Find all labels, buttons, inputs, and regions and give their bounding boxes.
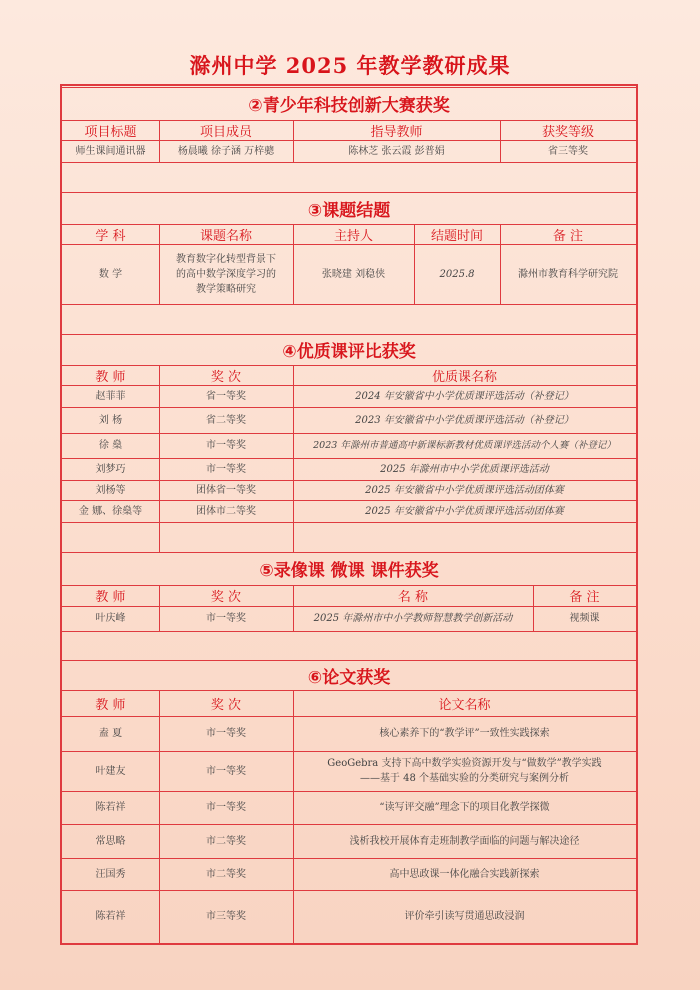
table-cell: 杨晨曦 徐子涵 万梓骢	[177, 145, 275, 157]
table-cell: 市一等奖	[206, 613, 246, 624]
table-cell: 叶建友	[95, 765, 126, 777]
table-cell: 滁州市教育科学研究院	[518, 268, 618, 280]
table-cell: 陈若祥	[95, 911, 126, 922]
table-cell: GeoGebra 支持下高中数学实验资源开发与“做数学”教学实践 ——基于 48 个基础实验的分类研究与案例分析	[327, 758, 602, 784]
table-cell: “读写评交融”理念下的项目化教学探微	[379, 802, 550, 813]
column-header: 备 注	[569, 590, 600, 605]
table-cell: 赵菲菲	[95, 390, 126, 402]
table-cell: 市三等奖	[206, 911, 246, 922]
table-cell: 省二等奖	[206, 414, 246, 426]
table-cell: 市一等奖	[206, 463, 246, 475]
table-cell: 视频课	[569, 613, 600, 624]
column-header: 教 师	[95, 697, 126, 713]
table-cell: 市一等奖	[206, 765, 246, 777]
column-header: 名 称	[397, 590, 429, 605]
column-header: 奖 次	[210, 590, 242, 605]
table-cell: 市二等奖	[206, 868, 246, 880]
column-header: 学 科	[95, 228, 126, 244]
table-cell: 陈若祥	[95, 802, 126, 813]
table-cell: 市一等奖	[206, 728, 246, 739]
table-cell: 2024 年安徽省中小学优质课评选活动（补登记）	[355, 390, 574, 402]
table-cell: 2025 年安徽省中小学优质课评选活动团体赛	[365, 484, 564, 496]
column-header: 奖 次	[210, 697, 242, 713]
column-header: 项目标题	[84, 124, 137, 140]
column-header: 奖 次	[210, 369, 242, 385]
table-cell: 市一等奖	[206, 802, 246, 813]
results-table-frame	[60, 84, 638, 945]
table-cell: 陈林芝 张云霞 彭普娟	[348, 145, 445, 157]
table-cell: 团体省一等奖	[196, 484, 256, 496]
table-cell: 市二等奖	[206, 835, 246, 847]
section-heading-quality-lessons: ④优质课评比获奖	[282, 342, 416, 362]
table-cell: 省一等奖	[206, 390, 246, 402]
section-heading-tech-innovation: ②青少年科技创新大赛获奖	[248, 96, 450, 116]
column-header: 优质课名称	[431, 369, 497, 385]
column-header: 项目成员	[199, 124, 252, 140]
table-cell: 2025.8	[439, 268, 475, 280]
table-cell: 盍 夏	[98, 728, 123, 739]
table-cell: 高中思政课一体化融合实践新探索	[389, 868, 540, 880]
column-header: 教 师	[95, 590, 126, 605]
table-cell: 2023 年安徽省中小学优质课评选活动（补登记）	[355, 414, 574, 426]
table-cell: 叶庆峰	[95, 613, 126, 624]
table-cell: 师生课间通讯器	[75, 145, 146, 157]
section-heading-papers: ⑥论文获奖	[307, 667, 391, 688]
table-cell: 数 学	[98, 268, 123, 280]
table-cell: 刘 杨	[98, 414, 123, 426]
table-cell: 金 娜、徐燊等	[78, 505, 143, 517]
table-cell: 省三等奖	[548, 145, 588, 157]
table-cell: 2025 年滁州市中小学教师智慧教学创新活动	[313, 613, 513, 624]
section-heading-video-courses: ⑤录像课 微课 课件获奖	[259, 561, 439, 581]
column-header: 主持人	[333, 228, 373, 244]
column-header: 论文名称	[438, 697, 491, 713]
column-header: 结题时间	[430, 228, 483, 244]
table-cell: 常思略	[95, 835, 126, 847]
section-heading-research-project: ③课题结题	[307, 200, 391, 221]
column-header: 课题名称	[199, 228, 252, 244]
column-header: 备 注	[552, 228, 584, 244]
table-cell: 市一等奖	[206, 440, 246, 451]
table-cell: 汪国秀	[95, 868, 126, 880]
table-cell: 2023 年滁州市普通高中新课标新教材优质课评选活动个人赛（补登记）	[313, 440, 616, 451]
column-header: 指导教师	[370, 124, 423, 140]
table-cell: 刘杨等	[95, 484, 126, 496]
table-cell: 教育数字化转型背景下 的高中数学深度学习的 教学策略研究	[176, 253, 276, 295]
table-cell: 评价牵引读写贯通思政浸润	[404, 911, 525, 922]
column-header: 获奖等级	[541, 124, 594, 140]
table-cell: 核心素养下的“教学评”一致性实践探索	[379, 728, 550, 739]
table-cell: 2025 年滁州市中小学优质课评选活动	[380, 463, 549, 475]
table-cell: 徐 燊	[98, 440, 123, 451]
table-cell: 团体市二等奖	[196, 505, 256, 517]
table-cell: 浅析我校开展体育走班制教学面临的问题与解决途径	[349, 835, 580, 847]
table-cell: 刘梦巧	[95, 463, 126, 475]
column-header: 教 师	[95, 369, 126, 385]
table-cell: 张晓建 刘稳侠	[321, 268, 386, 280]
table-cell: 2025 年安徽省中小学优质课评选活动团体赛	[365, 505, 564, 517]
page-title: 滁州中学 2025 年教学教研成果	[189, 53, 511, 78]
